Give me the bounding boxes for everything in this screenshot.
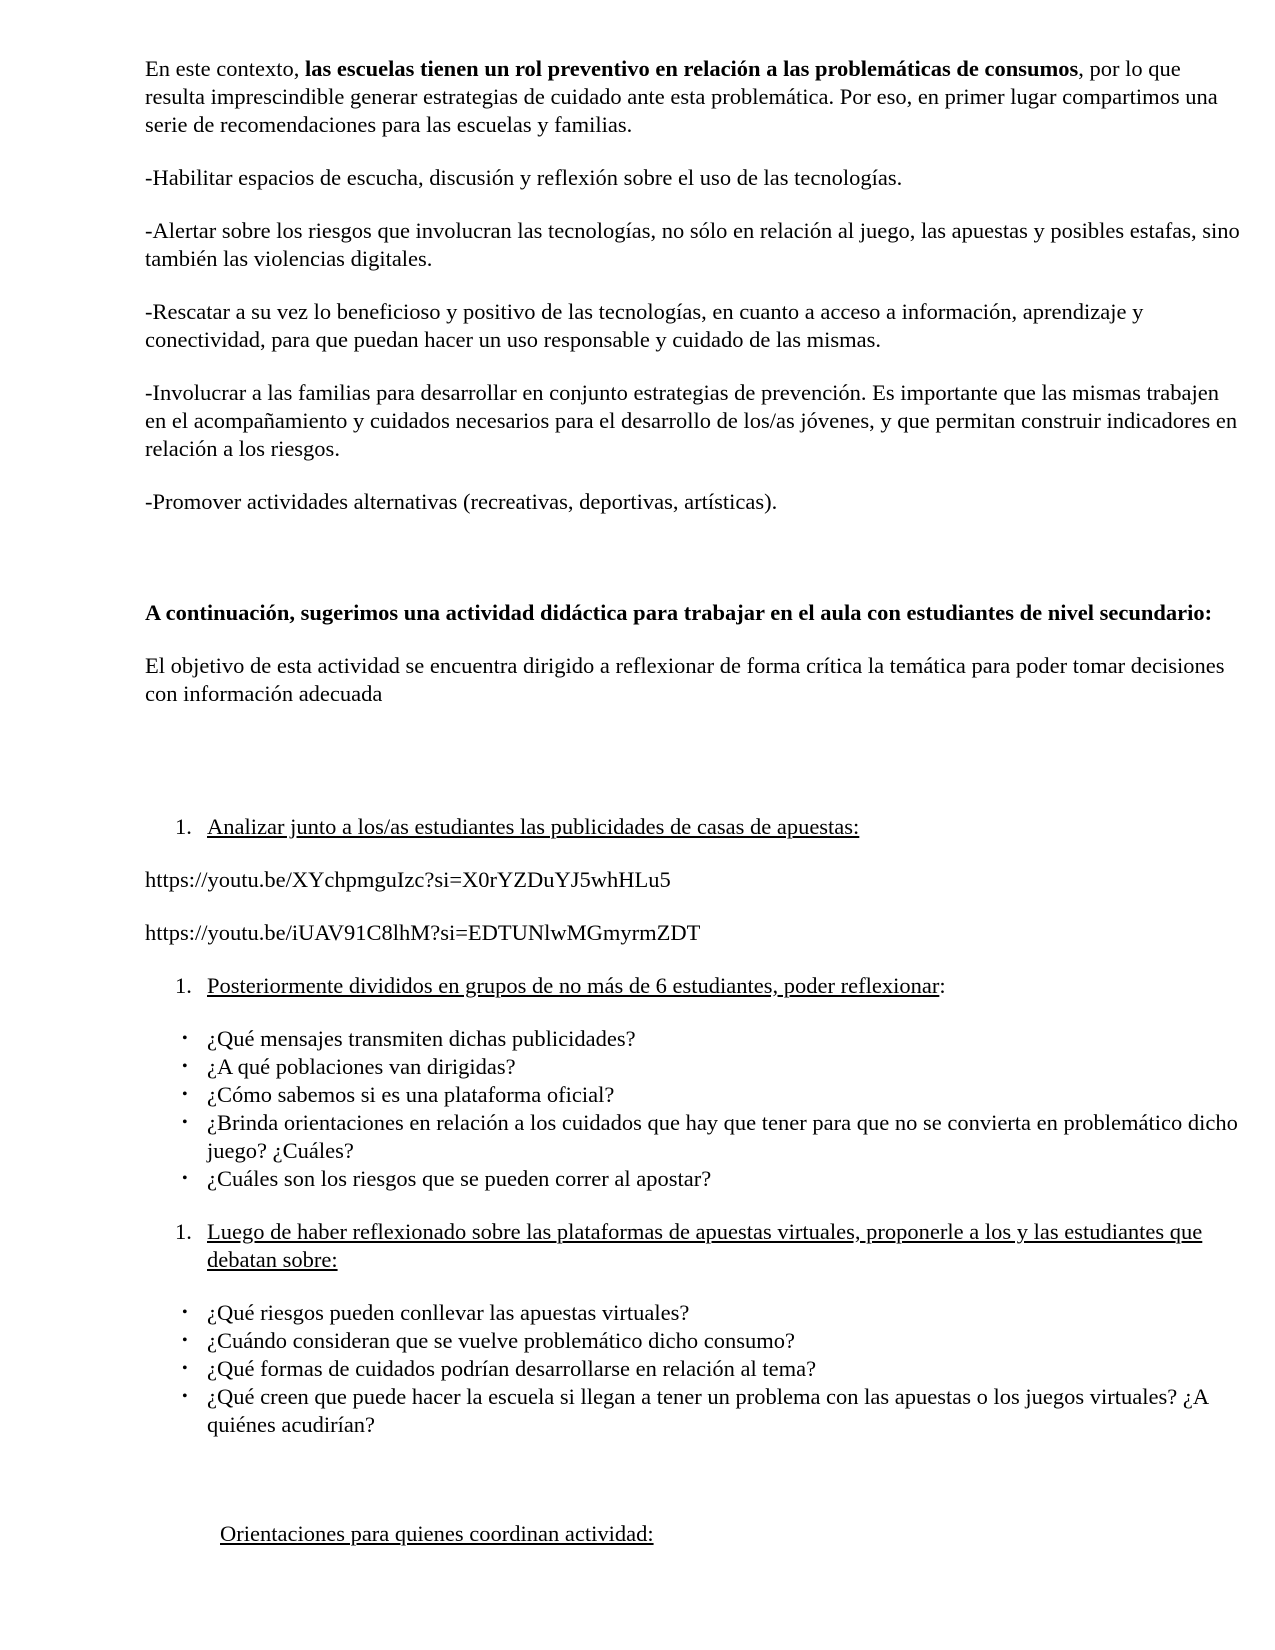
list-item — [145, 1053, 1240, 1081]
bullet-icon: • — [182, 1058, 188, 1075]
question-list-2 — [145, 1299, 1240, 1439]
intro-text-start: En este contexto, — [145, 56, 305, 81]
bullet-icon: • — [182, 1388, 188, 1405]
step-text: Luego de haber reflexionado sobre las plataformas de apuestas virtuales, proponerle a los y las estudiantes que debatan sobre: — [207, 1219, 1203, 1272]
list-item — [145, 1355, 1240, 1383]
recommendation-item: -Rescatar a su vez lo beneficioso y positivo de las tecnologías, en cuanto a acceso a información, aprendizaje y conectividad, para que puedan hacer un uso responsable y cuidado de las mismas. — [145, 299, 1144, 352]
list-item — [145, 1299, 1240, 1327]
recommendation-item: -Involucrar a las familias para desarrollar en conjunto estrategias de prevención. Es importante que las mismas trabajen en el acompañamiento y cuidados necesarios para el desarrollo de los/as jóvenes, y que permitan construir indicadores en relación a los riesgos. — [145, 380, 1238, 461]
bullet-icon: • — [182, 1360, 188, 1377]
recommendation-item: -Habilitar espacios de escucha, discusión y reflexión sobre el uso de las tecnologías. — [145, 165, 903, 190]
activity-heading — [145, 599, 1240, 627]
bullet-icon: • — [182, 1332, 188, 1349]
document-page — [145, 55, 1240, 1573]
question-text: ¿Cuáles son los riesgos que se pueden correr al apostar? — [207, 1166, 712, 1191]
list-item — [145, 1383, 1240, 1439]
list-item — [145, 1165, 1240, 1193]
step-number: 1. — [175, 1219, 192, 1244]
intro-bold-text: las escuelas tienen un rol preventivo en relación a las problemáticas de consumos — [304, 56, 1079, 81]
question-text: ¿Qué creen que puede hacer la escuela si llegan a tener un problema con las apuestas o los juegos virtuales? ¿A quiénes acudirían? — [207, 1384, 1208, 1437]
question-text: ¿Brinda orientaciones en relación a los cuidados que hay que tener para que no se convierta en problemático dicho juego? ¿Cuáles? — [207, 1110, 1238, 1163]
step-list-1 — [145, 813, 1240, 841]
step-list-3 — [145, 1218, 1240, 1274]
question-text: ¿A qué poblaciones van dirigidas? — [207, 1054, 516, 1079]
step-list-2 — [145, 972, 1240, 1000]
recommendation-item: -Alertar sobre los riesgos que involucran las tecnologías, no sólo en relación al juego, las apuestas y posibles estafas, sino también las violencias digitales. — [145, 218, 1240, 271]
bullet-icon: • — [182, 1086, 188, 1103]
question-text: ¿Cuándo consideran que se vuelve problemático dicho consumo? — [207, 1328, 795, 1353]
bullet-icon: • — [182, 1304, 188, 1321]
list-item — [145, 1025, 1240, 1053]
orientations-heading — [145, 1520, 1240, 1548]
question-text: ¿Qué riesgos pueden conllevar las apuestas virtuales? — [207, 1300, 690, 1325]
spacer — [145, 541, 1240, 599]
step-text: Posteriormente divididos en grupos de no más de 6 estudiantes, poder reflexionar — [207, 973, 940, 998]
list-item — [145, 1109, 1240, 1165]
recommendation-item: -Promover actividades alternativas (recreativas, deportivas, artísticas). — [145, 489, 778, 514]
intro-text-end: , por lo que resulta imprescindible generar estrategias de cuidado ante esta problemática. Por eso, en primer lugar compartimos una serie de recomendaciones para las escuelas y familias. — [145, 56, 1218, 137]
list-item — [145, 1327, 1240, 1355]
step-item-analyze — [145, 813, 1240, 841]
step-item-debate — [145, 1218, 1240, 1274]
step-item-groups — [145, 972, 1240, 1000]
spacer — [145, 1464, 1240, 1520]
intro-paragraph — [145, 55, 1240, 139]
video-link[interactable]: https://youtu.be/iUAV91C8lhM?si=EDTUNlwMGmyrmZDT — [145, 920, 701, 945]
bullet-icon: • — [182, 1114, 188, 1131]
bullet-icon: • — [182, 1170, 188, 1187]
question-list-1 — [145, 1025, 1240, 1193]
step-text: Analizar junto a los/as estudiantes las publicidades de casas de apuestas: — [207, 814, 860, 839]
bullet-icon: • — [182, 1030, 188, 1047]
spacer — [145, 733, 1240, 813]
question-text: ¿Qué formas de cuidados podrían desarrollarse en relación al tema? — [207, 1356, 817, 1381]
step-number: 1. — [175, 973, 192, 998]
list-item — [145, 1081, 1240, 1109]
video-link[interactable]: https://youtu.be/XYchpmguIzc?si=X0rYZDuYJ5whHLu5 — [145, 867, 671, 892]
activity-heading-text: A continuación, sugerimos una actividad didáctica para trabajar en el aula con estudiantes de nivel secundario: — [145, 600, 1213, 625]
objective-paragraph: El objetivo de esta actividad se encuentra dirigido a reflexionar de forma crítica la temática para poder tomar decisiones con información adecuada — [145, 653, 1225, 706]
question-text: ¿Cómo sabemos si es una plataforma oficial? — [207, 1082, 615, 1107]
orientations-heading-text: Orientaciones para quienes coordinan actividad: — [220, 1521, 654, 1546]
question-text: ¿Qué mensajes transmiten dichas publicidades? — [207, 1026, 636, 1051]
step-text-suffix: : — [939, 973, 946, 998]
step-number: 1. — [175, 814, 192, 839]
